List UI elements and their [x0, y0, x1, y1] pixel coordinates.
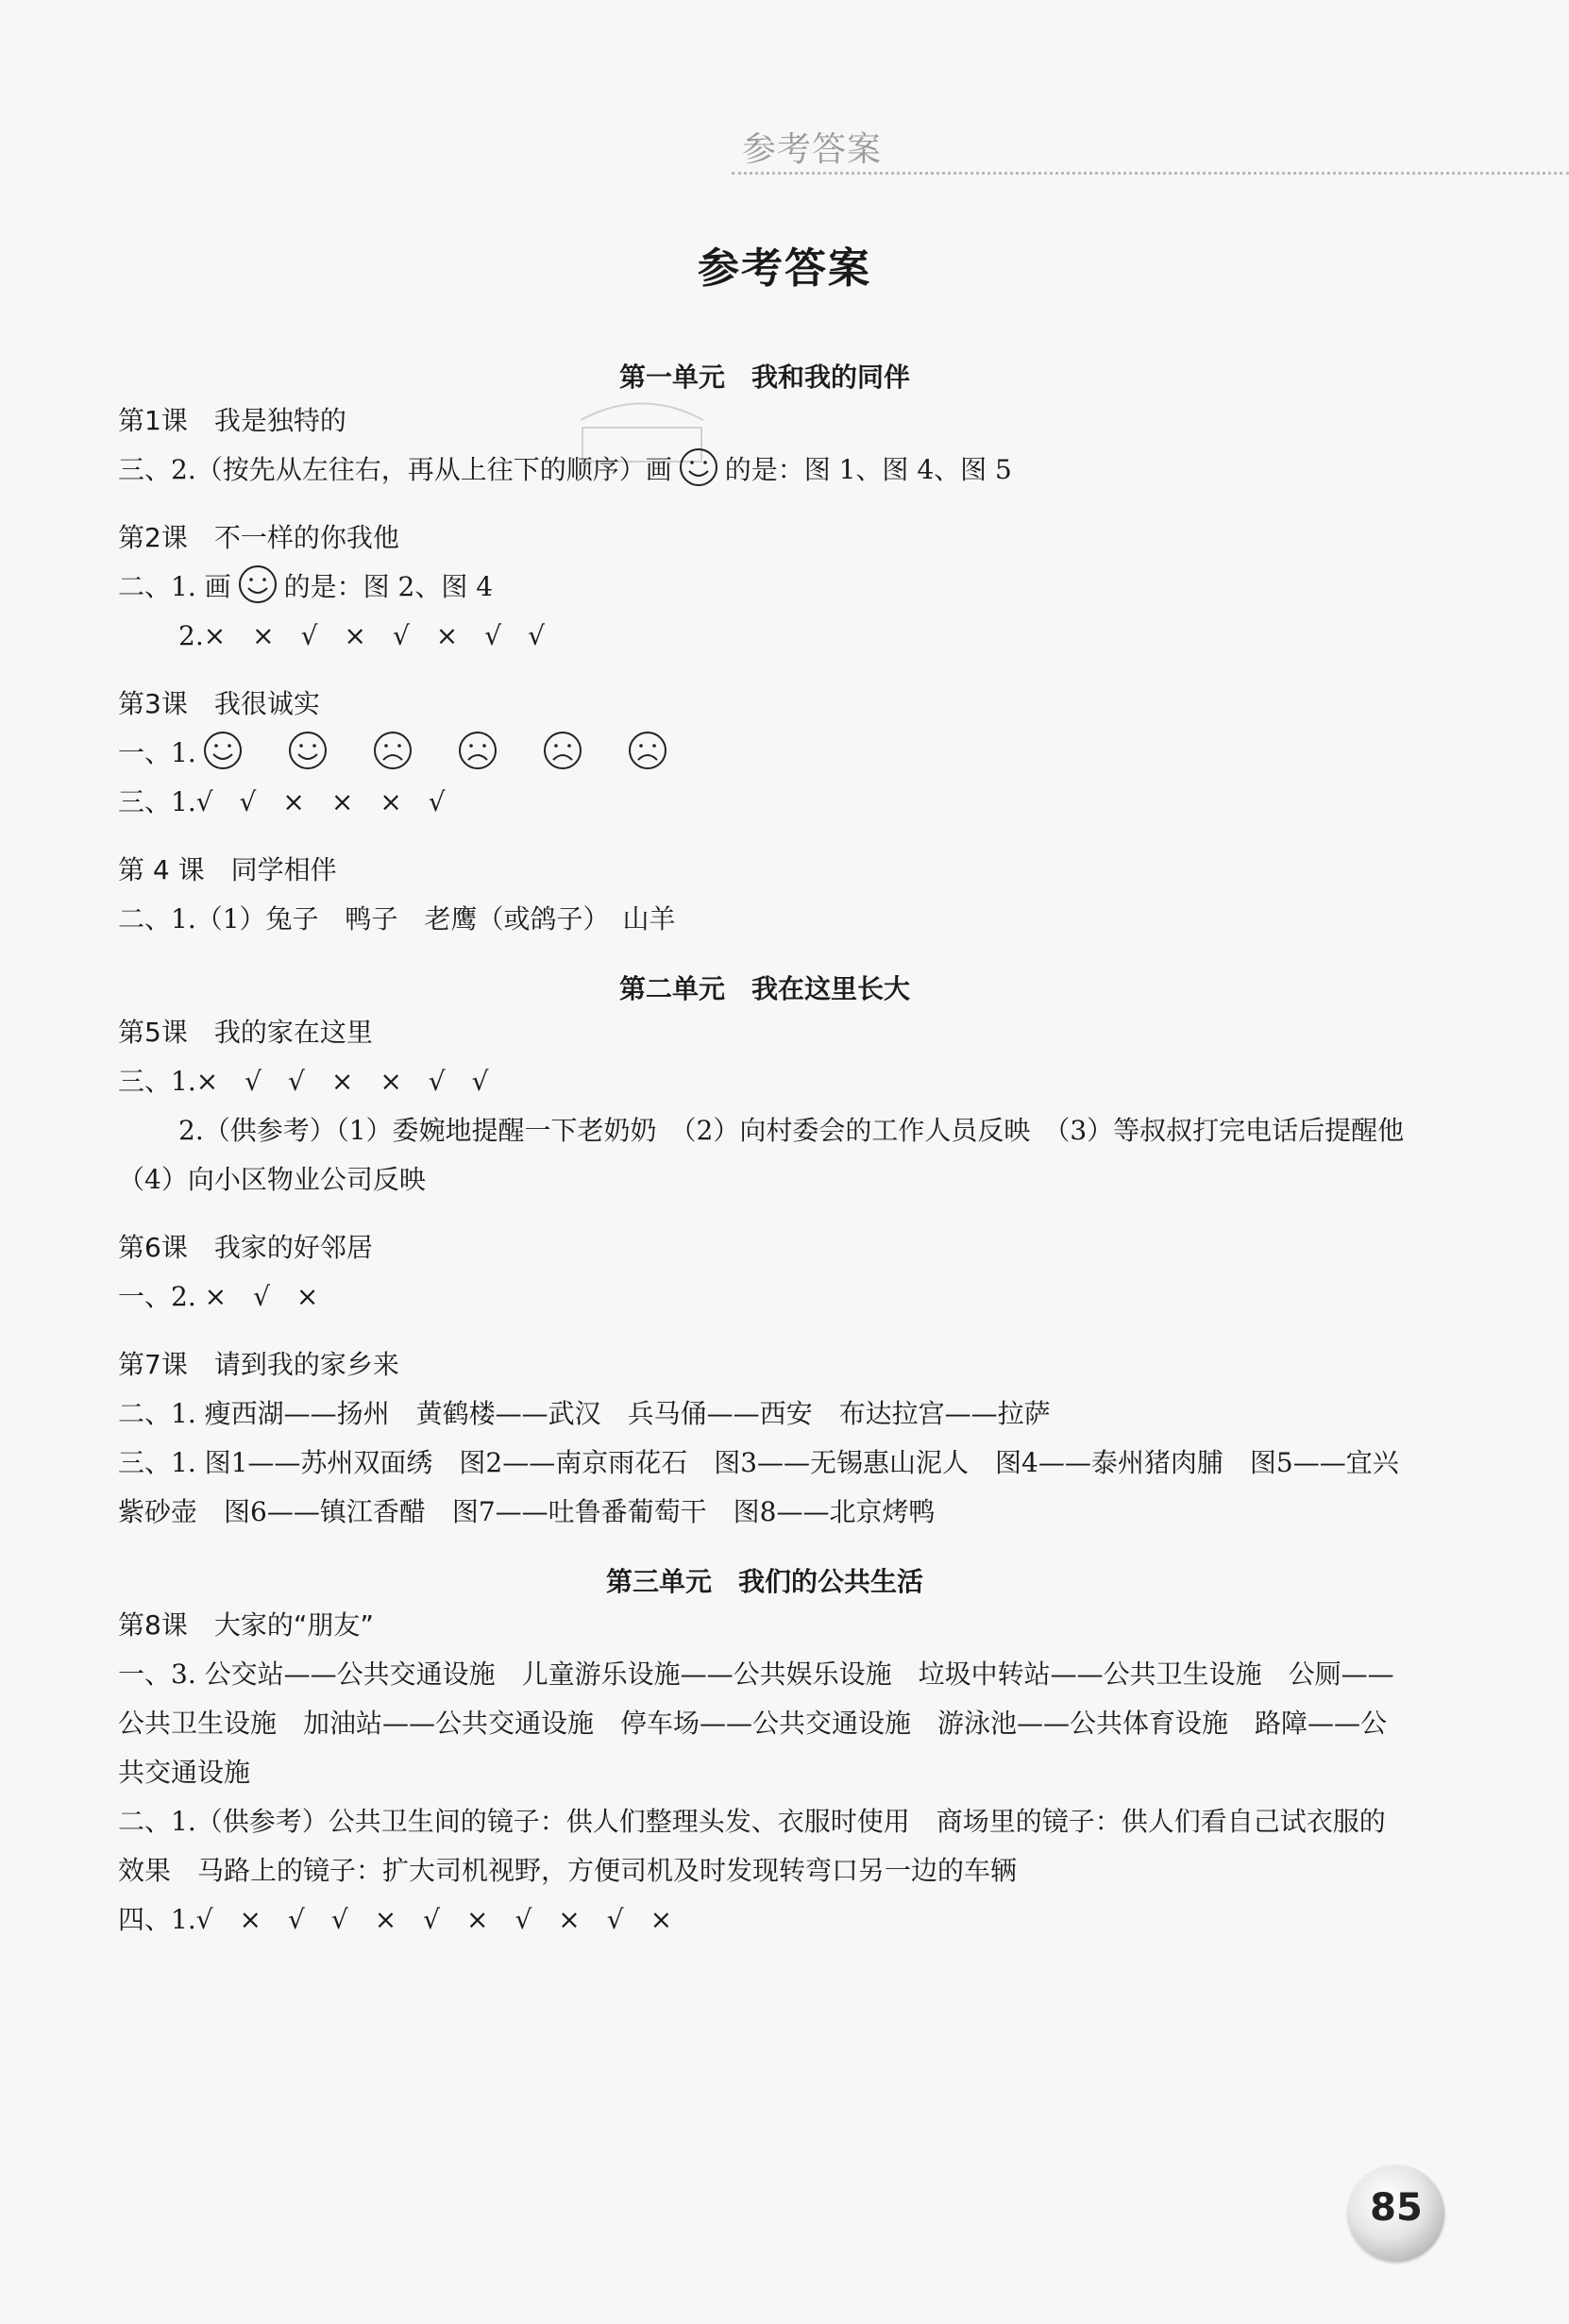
header-title: 参考答案	[741, 130, 882, 169]
answer-paragraph: 2.（供参考）（1）委婉地提醒一下老奶奶 （2）向村委会的工作人员反映 （3）等叔叔打完电话后提醒他 （4）向小区物业公司反映	[118, 1115, 1431, 1195]
answer-paragraph: 三、1. 图1——苏州双面绣 图2——南京雨花石 图3——无锡惠山泥人 图4——泰州猪肉脯 图5——宜兴紫砂壶 图6——镇江香醋 图7——吐鲁番葡萄干 图8——北京烤鸭	[118, 1447, 1399, 1527]
answer-text: 的是：图 1、图 4、图 5	[724, 454, 1012, 485]
page-number-badge	[1348, 2165, 1444, 2262]
smiley-face-icon	[287, 730, 329, 771]
answer-line: 三、1.√ √ × × × √	[118, 786, 446, 817]
answer-text: 的是：图 2、图 4	[283, 571, 494, 602]
answer-text: 二、1. 画	[118, 571, 231, 602]
lesson-title: 第 4 课 同学相伴	[118, 854, 337, 885]
smiley-face-icon	[237, 564, 278, 605]
smiley-face-icon	[678, 446, 719, 488]
sad-face-icon	[627, 730, 668, 771]
unit-title: 第三单元 我们的公共生活	[605, 1566, 923, 1597]
smiley-face-icon	[202, 730, 244, 771]
unit-title: 第二单元 我在这里长大	[618, 973, 910, 1004]
sad-face-icon	[542, 730, 583, 771]
lesson-title: 第6课 我家的好邻居	[118, 1232, 373, 1263]
answer-line: 一、2. × √ ×	[118, 1281, 319, 1312]
lesson-title: 第5课 我的家在这里	[118, 1017, 373, 1048]
unit-title: 第一单元 我和我的同伴	[618, 362, 910, 393]
answer-line: 四、1.√ × √ √ × √ × √ × √ ×	[118, 1904, 673, 1935]
sad-face-icon	[372, 730, 413, 771]
lesson-title: 第1课 我是独特的	[118, 405, 346, 436]
running-header	[732, 123, 1569, 179]
answer-line	[118, 563, 1411, 612]
answer-line: 二、1.（1）兔子 鸭子 老鹰（或鸽子） 山羊	[118, 903, 676, 935]
answer-line: 二、1. 瘦西湖——扬州 黄鹤楼——武汉 兵马俑——西安 布达拉宫——拉萨	[118, 1398, 1051, 1429]
lesson-title: 第7课 请到我的家乡来	[118, 1349, 399, 1380]
answer-line	[118, 446, 1411, 495]
answer-paragraph: 二、1.（供参考）公共卫生间的镜子：供人们整理头发、衣服时使用 商场里的镜子：供人们看自己试衣服的效果 马路上的镜子：扩大司机视野，方便司机及时发现转弯口另一边的车辆	[118, 1806, 1386, 1886]
answer-text: 一、1.	[118, 737, 196, 768]
answer-line	[118, 729, 1411, 778]
page-title: 参考答案	[698, 244, 871, 293]
answer-line: 三、1.× √ √ × × √ √	[118, 1066, 489, 1097]
lesson-title: 第2课 不一样的你我他	[118, 522, 399, 553]
lesson-title: 第3课 我很诚实	[118, 688, 320, 719]
answer-line: 2.× × √ × √ × √ √	[178, 620, 545, 651]
answer-text: 三、2.（按先从左往右，再从上往下的顺序）画	[118, 454, 672, 485]
sad-face-icon	[457, 730, 498, 771]
answer-paragraph: 一、3. 公交站——公共交通设施 儿童游乐设施——公共娱乐设施 垃圾中转站——公共卫生设施 公厕——公共卫生设施 加油站——公共交通设施 停车场——公共交通设施 游泳池——公共体育设施 路障——公共交通设施	[118, 1659, 1394, 1788]
page-number: 85	[1370, 2186, 1423, 2230]
header-divider	[732, 172, 1569, 175]
lesson-title: 第8课 大家的“朋友”	[118, 1609, 374, 1641]
answer-content	[118, 359, 1431, 1945]
